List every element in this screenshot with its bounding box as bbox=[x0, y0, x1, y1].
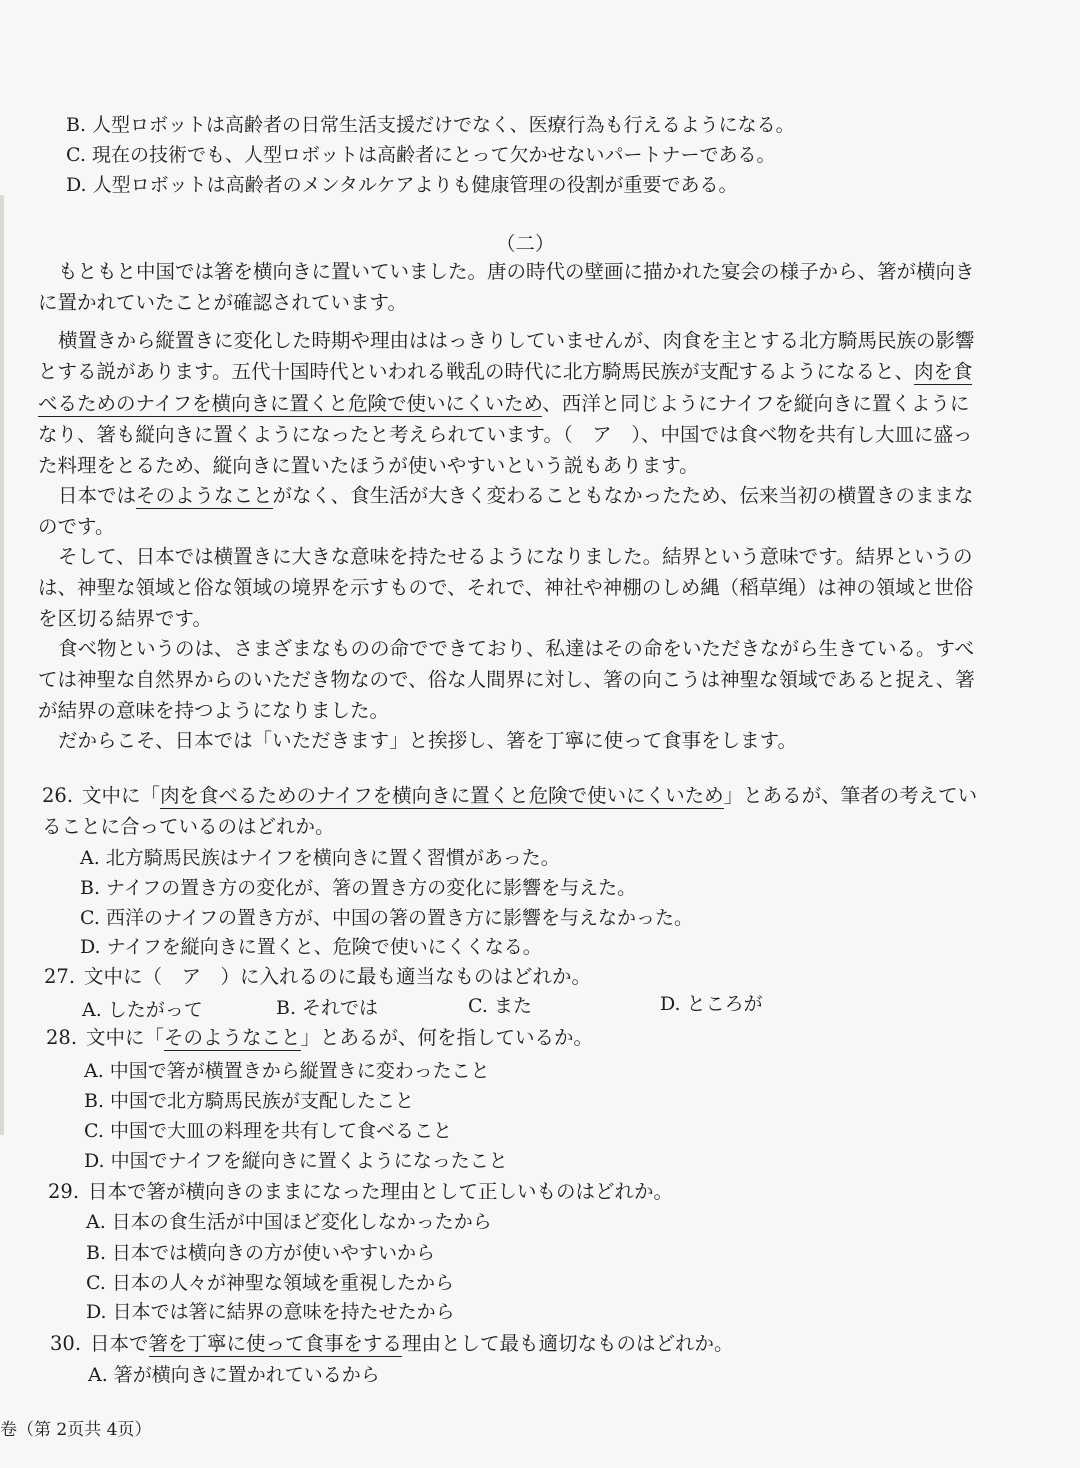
q30-option-a[interactable]: A. 箸が横向きに置かれているから bbox=[88, 1364, 380, 1386]
stem-text: 文中に（ ア ）に入れるのに最も適当なものはどれか。 bbox=[84, 965, 592, 988]
prev-option-c: C. 現在の技術でも、人型ロボットは高齢者にとって欠かせないパートナーである。 bbox=[66, 144, 776, 166]
passage-line: 横置きから縦置きに変化した時期や理由ははっきりしていませんが、肉食を主とする北方騎馬民族の影響 bbox=[58, 329, 975, 352]
stem-text: 」とあるが、何を指しているか。 bbox=[300, 1026, 594, 1049]
question-number: 30. bbox=[50, 1332, 82, 1355]
q28-option-a[interactable]: A. 中国で箸が横置きから縦置きに変わったこと bbox=[84, 1060, 490, 1082]
q28-option-b[interactable]: B. 中国で北方騎馬民族が支配したこと bbox=[84, 1090, 415, 1112]
passage-line: に置かれていたことが確認されています。 bbox=[38, 291, 407, 314]
passage-line: ては神聖な自然界からのいただき物なので、俗な人間界に対し、箸の向こうは神聖な領域であると捉え、箸 bbox=[38, 668, 975, 691]
question-number: 26. bbox=[42, 784, 74, 807]
q29-option-c[interactable]: C. 日本の人々が神聖な領域を重視したから bbox=[86, 1272, 454, 1294]
q27-option-d[interactable]: D. ところが bbox=[660, 993, 763, 1015]
passage-line: 食べ物というのは、さまざまなものの命でできており、私達はその命をいただきながら生きている。すべ bbox=[58, 637, 975, 660]
prev-option-b: B. 人型ロボットは高齢者の日常生活支援だけでなく、医療行為も行えるようになる。 bbox=[66, 114, 795, 136]
q27-option-a[interactable]: A. したがって bbox=[82, 999, 203, 1021]
section-title: （二） bbox=[496, 232, 555, 255]
passage-line bbox=[58, 481, 973, 511]
passage-line: のです。 bbox=[38, 515, 115, 538]
passage-line: なり、箸も縦向きに置くようになったと考えられています。（ ア ）、中国では食べ物を共有し大皿に盛っ bbox=[38, 423, 973, 446]
stem-text: 文中に「 bbox=[82, 784, 161, 807]
question-29-stem bbox=[48, 1177, 673, 1207]
q26-option-a[interactable]: A. 北方騎馬民族はナイフを横向きに置く習慣があった。 bbox=[80, 847, 560, 869]
question-26-stem-cont: ることに合っているのはどれか。 bbox=[42, 815, 335, 838]
passage-line: た料理をとるため、縦向きに置いたほうが使いやすいという説もあります。 bbox=[38, 454, 699, 477]
underlined-phrase: べるためのナイフを横向きに置くと危険で使いにくいため bbox=[38, 392, 543, 415]
question-28-stem bbox=[46, 1023, 593, 1053]
prev-option-d: D. 人型ロボットは高齢者のメンタルケアよりも健康管理の役割が重要である。 bbox=[66, 174, 738, 196]
passage-line: もともと中国では箸を横向きに置いていました。唐の時代の壁画に描かれた宴会の様子から、箸が横向き bbox=[58, 260, 975, 283]
stem-text: 日本で bbox=[90, 1332, 149, 1355]
passage-line: を区切る結界です。 bbox=[38, 607, 212, 630]
q28-option-c[interactable]: C. 中国で大皿の料理を共有して食べること bbox=[84, 1120, 452, 1142]
question-number: 27. bbox=[44, 965, 76, 988]
passage-text: 日本では bbox=[58, 484, 137, 507]
q27-option-b[interactable]: B. それでは bbox=[276, 997, 379, 1019]
passage-line: は、神聖な領域と俗な領域の境界を示すもので、それで、神社や神棚のしめ縄（稻草绳）は神の領域と世俗 bbox=[38, 576, 974, 599]
q27-option-c[interactable]: C. また bbox=[468, 995, 532, 1017]
passage-line: そして、日本では横置きに大きな意味を持たせるようになりました。結界という意味です。結界というの bbox=[58, 545, 973, 568]
passage-line bbox=[38, 389, 969, 419]
stem-text: 文中に「 bbox=[86, 1026, 165, 1049]
q26-option-c[interactable]: C. 西洋のナイフの置き方が、中国の箸の置き方に影響を与えなかった。 bbox=[80, 907, 694, 929]
underlined-phrase: 肉を食 bbox=[913, 360, 973, 383]
question-30-stem bbox=[50, 1329, 734, 1359]
q26-option-d[interactable]: D. ナイフを縦向きに置くと、危険で使いにくくなる。 bbox=[80, 936, 542, 958]
underlined-phrase: そのようなこと bbox=[136, 484, 273, 507]
question-26-stem bbox=[42, 781, 977, 811]
q26-option-b[interactable]: B. ナイフの置き方の変化が、箸の置き方の変化に影響を与えた。 bbox=[80, 877, 637, 899]
underlined-phrase: 箸を丁寧に使って食事をする bbox=[148, 1332, 403, 1355]
passage-line: だからこそ、日本では「いただきます」と挨拶し、箸を丁寧に使って食事をします。 bbox=[58, 729, 798, 752]
underlined-phrase: 肉を食べるためのナイフを横向きに置くと危険で使いにくいため bbox=[160, 784, 724, 807]
q29-option-a[interactable]: A. 日本の食生活が中国ほど変化しなかったから bbox=[86, 1211, 492, 1233]
q29-option-d[interactable]: D. 日本では箸に結界の意味を持たせたから bbox=[86, 1301, 455, 1323]
scan-shadow bbox=[0, 195, 4, 1135]
underlined-phrase: そのようなこと bbox=[164, 1026, 301, 1049]
question-number: 28. bbox=[46, 1026, 78, 1049]
passage-line bbox=[38, 357, 972, 387]
stem-text: 」とあるが、筆者の考えてい bbox=[723, 784, 978, 807]
question-number: 29. bbox=[48, 1180, 80, 1203]
passage-text: 、西洋と同じようにナイフを縦向きに置くように bbox=[542, 392, 970, 415]
stem-text: 理由として最も適切なものはどれか。 bbox=[402, 1332, 734, 1355]
passage-line: が結界の意味を持つようになりました。 bbox=[38, 699, 390, 722]
q28-option-d[interactable]: D. 中国でナイフを縦向きに置くようになったこと bbox=[84, 1150, 508, 1172]
stem-text: 日本で箸が横向きのままになった理由として正しいものはどれか。 bbox=[88, 1180, 674, 1203]
passage-text: とする説があります。五代十国時代といわれる戦乱の時代に北方騎馬民族が支配するようになると、 bbox=[38, 360, 914, 383]
page-footer: 卷（第 2页共 4页） bbox=[0, 1420, 152, 1440]
q29-option-b[interactable]: B. 日本では横向きの方が使いやすいから bbox=[86, 1242, 436, 1264]
passage-text: がなく、食生活が大きく変わることもなかったため、伝来当初の横置きのままな bbox=[272, 484, 974, 507]
question-27-stem bbox=[44, 962, 591, 992]
